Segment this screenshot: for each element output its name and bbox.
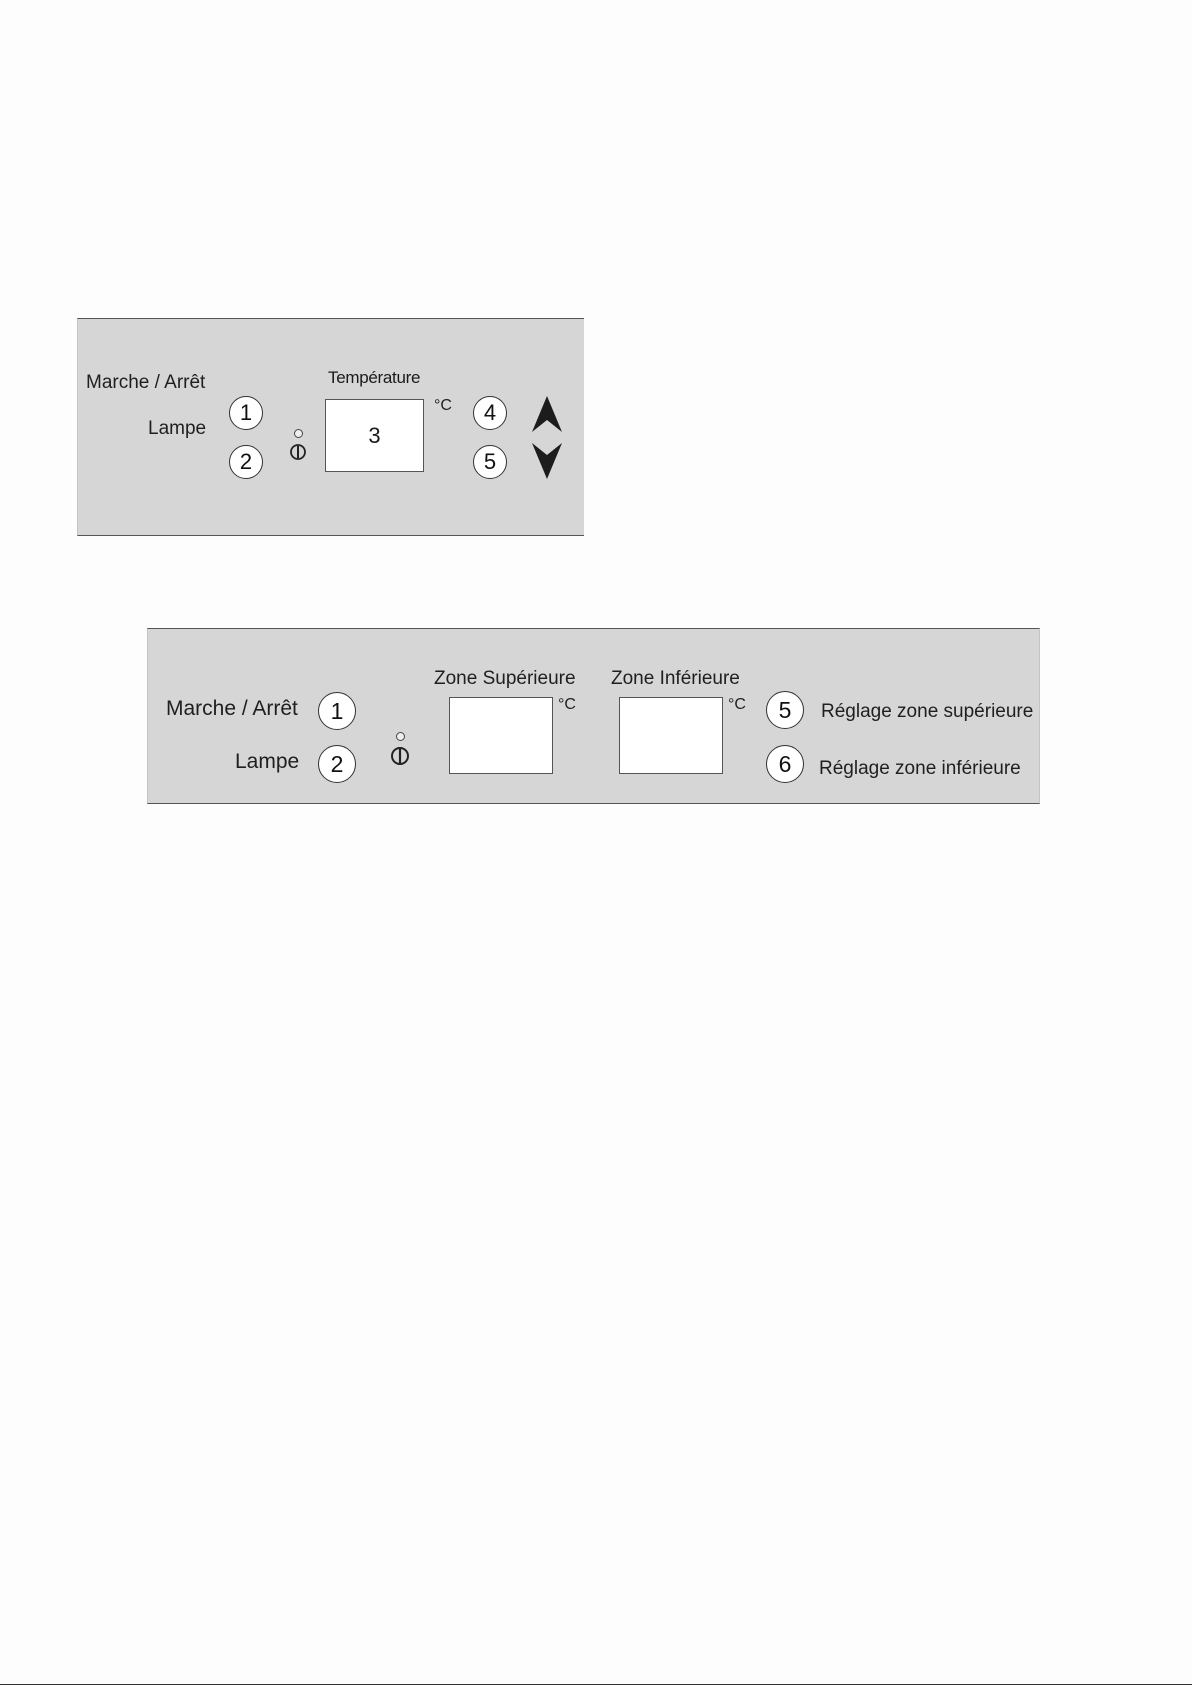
callout-2: 2	[229, 445, 263, 479]
callout-4: 4	[473, 396, 507, 430]
celsius-unit: °C	[434, 397, 452, 414]
callout-1: 1	[318, 692, 356, 730]
lamp-label: Lampe	[148, 418, 207, 439]
lamp-label: Lampe	[235, 750, 300, 773]
arrow-up-icon[interactable]	[530, 394, 564, 434]
temperature-title: Température	[328, 368, 421, 387]
lower-zone-display	[619, 697, 723, 774]
lower-zone-title: Zone Inférieure	[611, 668, 740, 689]
power-icon[interactable]	[289, 443, 307, 461]
upper-zone-title: Zone Supérieure	[434, 668, 576, 689]
display-callout-3: 3	[368, 422, 381, 448]
on-off-label: Marche / Arrêt	[86, 372, 206, 393]
on-off-label: Marche / Arrêt	[166, 697, 298, 720]
upper-celsius-unit: °C	[558, 696, 576, 713]
temperature-display	[325, 399, 424, 472]
control-panel-single-zone	[77, 318, 584, 536]
indicator-led	[396, 732, 405, 741]
callout-6: 6	[766, 745, 804, 783]
power-icon[interactable]	[390, 746, 410, 766]
callout-2: 2	[318, 745, 356, 783]
callout-5: 5	[766, 691, 804, 729]
indicator-led	[294, 429, 303, 438]
upper-zone-display	[449, 697, 553, 774]
lower-adjust-label: Réglage zone inférieure	[819, 758, 1021, 779]
callout-5: 5	[473, 445, 507, 479]
lower-celsius-unit: °C	[728, 696, 746, 713]
callout-1: 1	[229, 396, 263, 430]
arrow-down-icon[interactable]	[530, 441, 564, 481]
upper-adjust-label: Réglage zone supérieure	[821, 701, 1034, 722]
control-panel-dual-zone	[147, 628, 1040, 804]
